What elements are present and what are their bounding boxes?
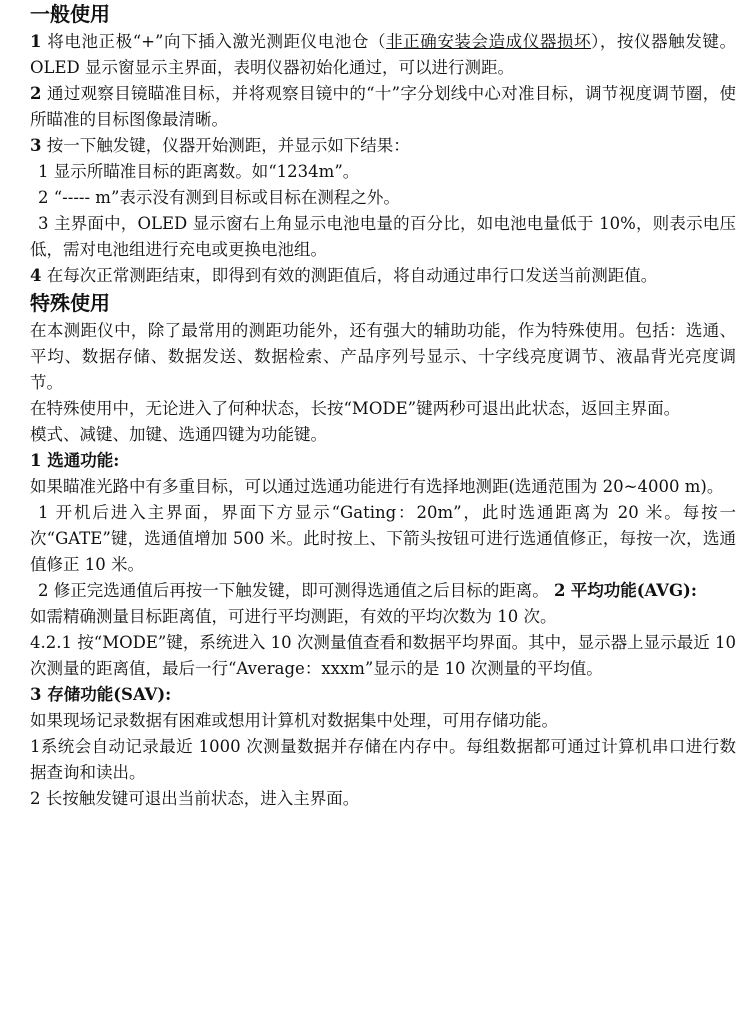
step-number: 2 bbox=[30, 84, 42, 103]
paragraph-save-step-1: 1系统会自动记录最近 1000 次测量数据并存储在内存中。每组数据都可通过计算机串口进行数据查询和读出。 bbox=[30, 737, 736, 782]
step-text: 将电池正极“+”向下插入激光测距仪电池仓（ bbox=[47, 32, 387, 51]
subheading-save: 3 存储功能(SAV): bbox=[30, 685, 172, 704]
paragraph-save-intro: 如果现场记录数据有困难或想用计算机对数据集中处理，可用存储功能。 bbox=[30, 711, 558, 730]
paragraph-step-1 bbox=[30, 29, 736, 81]
document bbox=[30, 0, 736, 812]
gating-step-2-text: 2 修正完选通值后再按一下触发键，即可测得选通值之后目标的距离。 bbox=[38, 581, 549, 600]
step-number: 3 bbox=[30, 136, 42, 155]
subheading-gating: 1 选通功能: bbox=[30, 451, 120, 470]
paragraph-special-exit: 在特殊使用中，无论进入了何种状态，长按“MODE”键两秒可退出此状态，返回主界面。 bbox=[30, 399, 681, 418]
paragraph-function-keys: 模式、减键、加键、选通四键为功能键。 bbox=[30, 425, 327, 444]
paragraph-average-intro: 如需精确测量目标距离值，可进行平均测距，有效的平均次数为 10 次。 bbox=[30, 607, 557, 626]
section-heading-general-use: 一般使用 bbox=[30, 2, 110, 26]
subheading-average-number: 2 bbox=[554, 581, 566, 600]
paragraph-save-step-2: 2 长按触发键可退出当前状态，进入主界面。 bbox=[30, 789, 360, 808]
step-text: 按一下触发键，仪器开始测距，并显示如下结果： bbox=[46, 136, 410, 155]
paragraph-gating-step-1: 1 开机后进入主界面，界面下方显示“Gating：20m”，此时选通距离为 20 米。每按一次“GATE”键，选通值增加 500 米。此时按上、下箭头按钮可进行选通值修正，每按一次，选通值修正 10 米。 bbox=[30, 503, 736, 574]
paragraph-gating-intro: 如果瞄准光路中有多重目标，可以通过选通功能进行有选择地测距(选通范围为 20~4000 m)。 bbox=[30, 477, 724, 496]
step-text-continued: ），按仪器触发键。OLED 显示窗显示主界面，表明仪器初始化通过，可以进行测距。 bbox=[30, 32, 737, 77]
paragraph-step-2 bbox=[30, 81, 736, 133]
paragraph-step-3-item-1: 1 显示所瞄准目标的距离数。如“1234m”。 bbox=[38, 162, 360, 181]
paragraph-gating-step-2 bbox=[30, 578, 736, 604]
paragraph-average-step: 4.2.1 按“MODE”键，系统进入 10 次测量值查看和数据平均界面。其中，显示器上显示最近 10 次测量的距离值，最后一行“Average：xxxm”显示的是 10 次测量的平均值。 bbox=[30, 633, 736, 678]
paragraph-step-3-item-3: 3 主界面中，OLED 显示窗右上角显示电池电量的百分比，如电池电量低于 10%，则表示电压低，需对电池组进行充电或更换电池组。 bbox=[30, 214, 736, 259]
paragraph-step-3 bbox=[30, 133, 736, 159]
paragraph-step-4 bbox=[30, 263, 736, 289]
step-text: 在每次正常测距结束，即得到有效的测距值后，将自动通过串行口发送当前测距值。 bbox=[46, 266, 658, 285]
section-heading-special-use: 特殊使用 bbox=[30, 291, 110, 315]
step-number: 4 bbox=[30, 266, 42, 285]
step-number: 1 bbox=[30, 32, 42, 51]
subheading-average: 平均功能(AVG): bbox=[570, 581, 697, 600]
step-text: 通过观察目镜瞄准目标，并将观察目镜中的“十”字分划线中心对准目标，调节视度调节圈，使所瞄准的目标图像最清晰。 bbox=[30, 84, 736, 129]
paragraph-step-3-item-2: 2 “----- m”表示没有测到目标或目标在测程之外。 bbox=[38, 188, 400, 207]
warning-underlined-text: 非正确安装会造成仪器损坏 bbox=[386, 32, 592, 51]
paragraph-special-intro: 在本测距仪中，除了最常用的测距功能外，还有强大的辅助功能，作为特殊使用。包括：选通、平均、数据存储、数据发送、数据检索、产品序列号显示、十字线亮度调节、液晶背光亮度调节。 bbox=[30, 321, 736, 392]
